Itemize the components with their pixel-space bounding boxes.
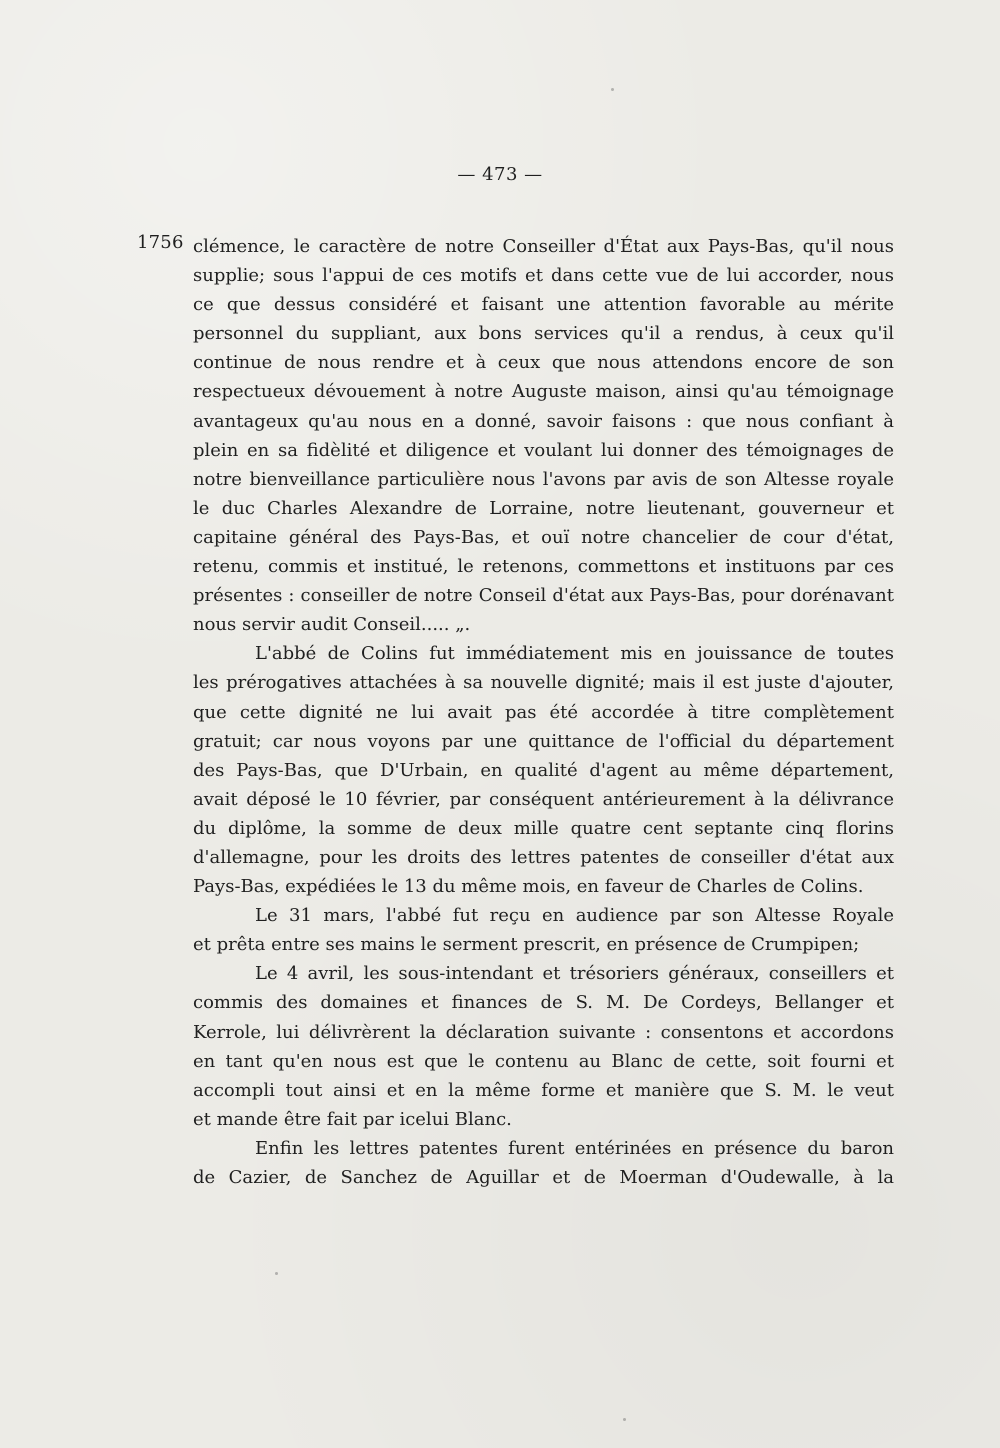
text-line: continue de nous rendre et à ceux que nous attendons encore de son [193,352,894,374]
text-line: avait déposé le 10 février, par conséquent antérieurement à la délivrance [193,788,894,810]
text-line: que cette dignité ne lui avait pas été accordée à titre complètement [193,701,894,723]
text-line: notre bienveillance particulière nous l'avons par avis de son Altesse royale [193,468,894,490]
text-line: Kerrole, lui délivrèrent la déclaration suivante : consentons et accordons [193,1021,894,1043]
text-line: d'allemagne, pour les droits des lettres patentes de conseiller d'état aux [193,846,894,868]
text-line: le duc Charles Alexandre de Lorraine, notre lieutenant, gouverneur et [193,497,894,519]
paper-speck [623,1418,626,1421]
text-line: du diplôme, la somme de deux mille quatre cent septante cinq florins [193,817,894,839]
text-line: plein en sa fidèlité et diligence et voulant lui donner des témoignages de [193,439,894,461]
page-number: — 473 — [457,164,543,185]
text-line: avantageux qu'au nous en a donné, savoir faisons : que nous confiant à [193,410,894,432]
paragraph-first-line: Le 31 mars, l'abbé fut reçu en audience par son Altesse Royale [255,905,894,927]
text-line: des Pays-Bas, que D'Urbain, en qualité d'agent au même département, [193,759,894,781]
text-line: ce que dessus considéré et faisant une attention favorable au mérite [193,294,894,316]
paper-speck [611,88,614,91]
text-line: supplie; sous l'appui de ces motifs et dans cette vue de lui accorder, nous [193,265,894,287]
paper-speck [275,1272,278,1275]
text-line: respectueux dévouement à notre Auguste maison, ainsi qu'au témoignage [193,381,894,403]
paragraph-first-line: L'abbé de Colins fut immédiatement mis en jouissance de toutes [255,643,894,665]
text-line: commis des domaines et finances de S. M. De Cordeys, Bellanger et [193,992,894,1014]
text-line: présentes : conseiller de notre Conseil d'état aux Pays-Bas, pour dorénavant [193,585,894,607]
text-line: nous servir audit Conseil..... „. [193,614,471,636]
text-line: les prérogatives attachées à sa nouvelle dignité; mais il est juste d'ajouter, [193,672,894,694]
text-line: gratuit; car nous voyons par une quittance de l'official du département [193,730,894,752]
text-line: accompli tout ainsi et en la même forme et manière que S. M. le veut [193,1079,894,1101]
margin-year: 1756 [137,232,184,253]
paragraph-first-line: Enfin les lettres patentes furent entérinées en présence du baron [255,1137,894,1159]
text-line: de Cazier, de Sanchez de Aguillar et de Moerman d'Oudewalle, à la [193,1167,894,1188]
text-line: et prêta entre ses mains le serment prescrit, en présence de Crumpipen; [193,934,860,956]
text-line: Pays-Bas, expédiées le 13 du même mois, en faveur de Charles de Colins. [193,876,864,898]
text-line: clémence, le caractère de notre Conseiller d'État aux Pays-Bas, qu'il nous [193,236,894,257]
paragraph-first-line: Le 4 avril, les sous-intendant et trésoriers généraux, conseillers et [255,963,894,985]
text-line: capitaine général des Pays-Bas, et ouï notre chancelier de cour d'état, [193,526,894,548]
text-line: et mande être fait par icelui Blanc. [193,1108,512,1130]
text-line: en tant qu'en nous est que le contenu au Blanc de cette, soit fourni et [193,1050,894,1072]
text-line: personnel du suppliant, aux bons services qu'il a rendus, à ceux qu'il [193,323,894,345]
document-body [193,232,894,1192]
text-line: retenu, commis et institué, le retenons, commettons et instituons par ces [193,556,894,578]
